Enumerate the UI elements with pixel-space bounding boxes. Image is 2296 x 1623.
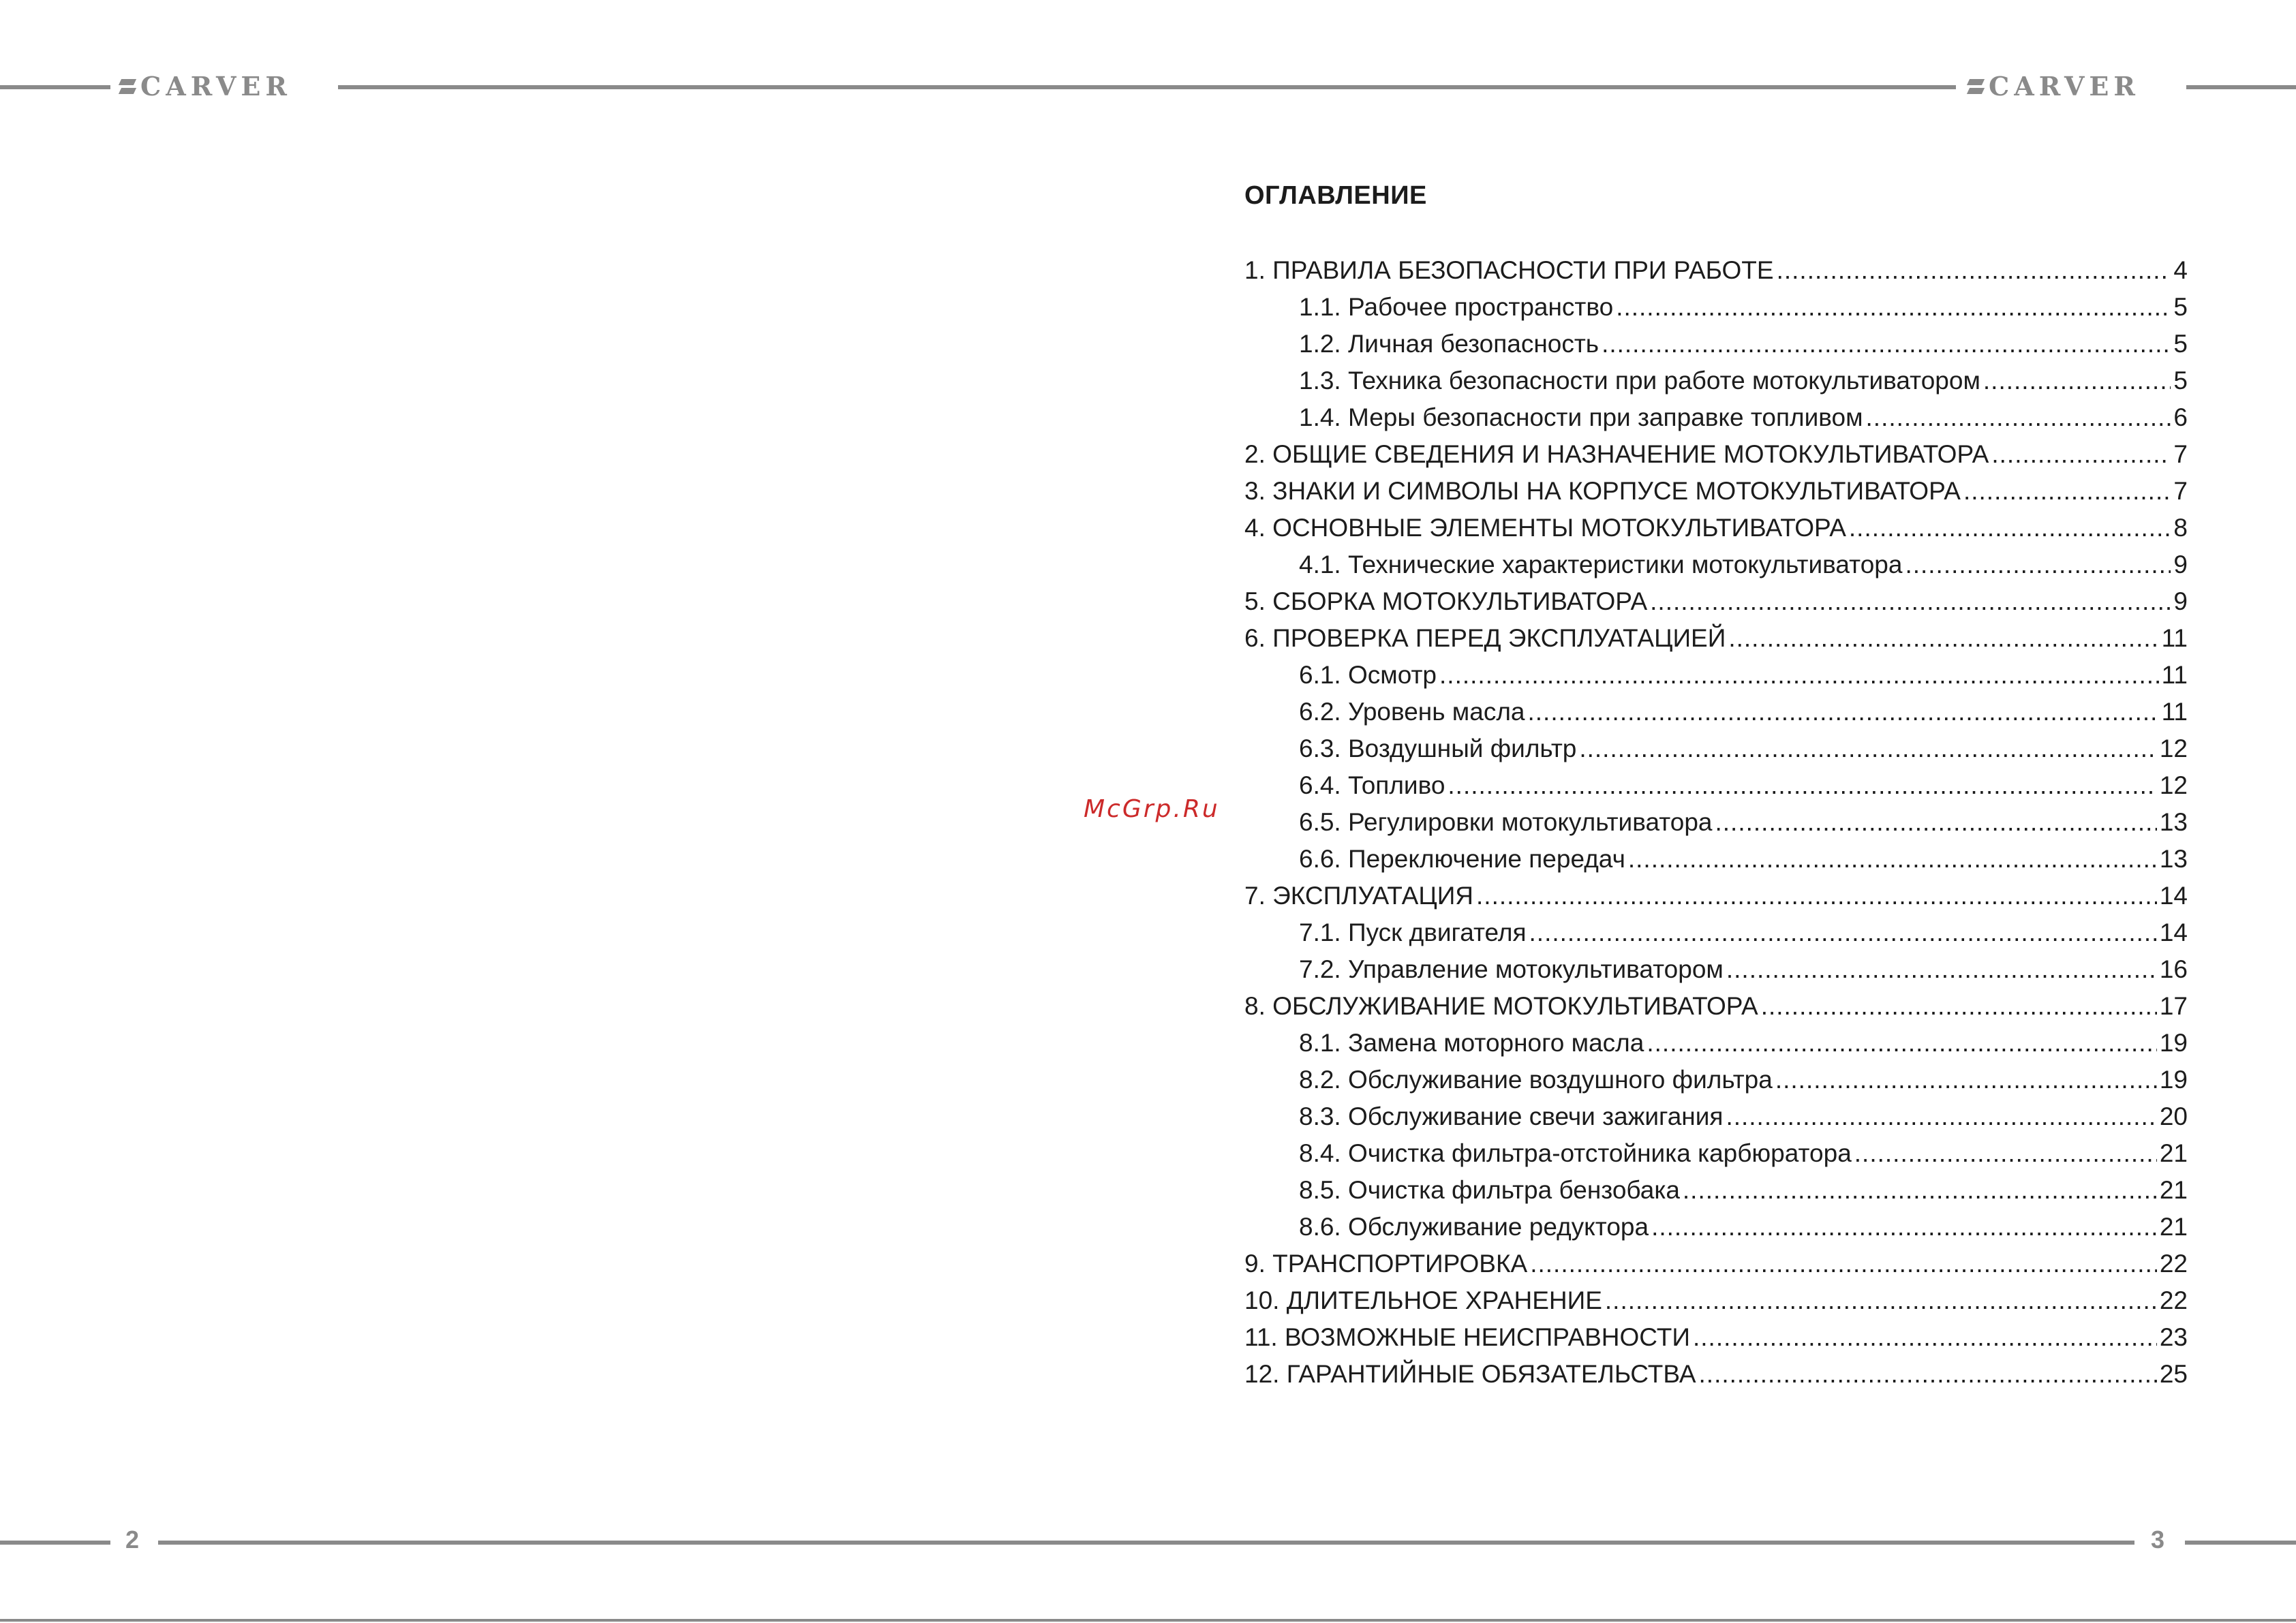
toc-entry-page: 19 xyxy=(2159,1029,2188,1057)
toc-dot-leader xyxy=(1683,1172,2157,1209)
toc-dot-leader xyxy=(1628,841,2157,878)
toc-dot-leader xyxy=(1693,1319,2157,1356)
toc-entry-label: 6.2. Уровень масла xyxy=(1299,698,1525,726)
toc-dot-leader xyxy=(1777,252,2171,289)
toc-entry-page: 21 xyxy=(2159,1176,2188,1204)
watermark: McGrp.Ru xyxy=(1084,795,1220,823)
toc-dot-leader xyxy=(1963,473,2171,510)
toc-entry-page: 7 xyxy=(2173,440,2188,468)
toc-dot-leader xyxy=(1650,583,2171,620)
toc-entry-page: 5 xyxy=(2173,367,2188,395)
toc-entry-page: 4 xyxy=(2173,256,2188,284)
toc-entry-page: 20 xyxy=(2159,1102,2188,1130)
footer-rule-center xyxy=(158,1541,2134,1545)
toc-subsection-entry xyxy=(1244,730,2188,767)
toc-entry-page: 11 xyxy=(2161,661,2188,689)
toc-subsection-entry xyxy=(1244,1135,2188,1172)
page-number-right: 3 xyxy=(2151,1526,2165,1554)
footer-rule-right xyxy=(2185,1541,2296,1545)
toc-entry-page: 9 xyxy=(2173,587,2188,615)
toc-section-entry xyxy=(1244,436,2188,473)
brand-name-right: CARVER xyxy=(1989,71,2140,102)
brand-logo-right xyxy=(1968,71,2140,102)
toc-entry-page: 14 xyxy=(2159,918,2188,946)
toc-entry-label: 8.3. Обслуживание свечи зажигания xyxy=(1299,1102,1724,1130)
brand-name-left: CARVER xyxy=(140,71,292,102)
toc-dot-leader xyxy=(1905,546,2171,583)
toc-entry-label: 8.6. Обслуживание редуктора xyxy=(1299,1213,1649,1241)
toc-section-entry xyxy=(1244,1246,2188,1282)
toc-entry-page: 11 xyxy=(2161,624,2188,652)
toc-entry-page: 12 xyxy=(2159,735,2188,762)
toc-subsection-entry xyxy=(1244,1025,2188,1062)
toc-entry-label: 5. СБОРКА МОТОКУЛЬТИВАТОРА xyxy=(1244,587,1648,615)
toc-section-entry xyxy=(1244,510,2188,546)
toc-subsection-entry xyxy=(1244,326,2188,362)
toc-entry-label: 1.3. Техника безопасности при работе мотокультиватором xyxy=(1299,367,1980,395)
toc-subsection-entry xyxy=(1244,289,2188,326)
toc-entry-label: 8.2. Обслуживание воздушного фильтра xyxy=(1299,1066,1773,1094)
toc-entry-label: 11. ВОЗМОЖНЫЕ НЕИСПРАВНОСТИ xyxy=(1244,1323,1690,1351)
toc-entry-page: 5 xyxy=(2173,293,2188,321)
toc-entry-page: 11 xyxy=(2161,698,2188,726)
toc-entry-page: 7 xyxy=(2173,477,2188,505)
toc-section-entry xyxy=(1244,878,2188,914)
page-number-left: 2 xyxy=(125,1526,140,1554)
toc-dot-leader xyxy=(1715,804,2156,841)
toc-dot-leader xyxy=(1530,1246,2157,1282)
toc-entry-label: 6.1. Осмотр xyxy=(1299,661,1437,689)
toc-dot-leader xyxy=(1726,1098,2156,1135)
toc-entry-page: 9 xyxy=(2173,551,2188,578)
toc-dot-leader xyxy=(1991,436,2171,473)
logo-mark-icon xyxy=(1968,78,1983,95)
toc-entry-label: 7. ЭКСПЛУАТАЦИЯ xyxy=(1244,882,1474,910)
header-rule-left xyxy=(0,85,110,89)
toc-dot-leader xyxy=(1866,399,2171,436)
toc-subsection-entry xyxy=(1244,841,2188,878)
page-bottom-edge xyxy=(0,1619,2296,1622)
toc-entry-label: 7.1. Пуск двигателя xyxy=(1299,918,1527,946)
toc-entry-page: 19 xyxy=(2159,1066,2188,1094)
toc-dot-leader xyxy=(1439,657,2159,694)
toc-section-entry xyxy=(1244,473,2188,510)
toc-subsection-entry xyxy=(1244,914,2188,951)
toc-entry-page: 8 xyxy=(2173,514,2188,542)
brand-logo-left xyxy=(120,71,292,102)
toc-dot-leader xyxy=(1726,951,2157,988)
toc-entry-label: 2. ОБЩИЕ СВЕДЕНИЯ И НАЗНАЧЕНИЕ МОТОКУЛЬТИВАТОРА xyxy=(1244,440,1989,468)
toc-dot-leader xyxy=(1602,326,2171,362)
toc-dot-leader xyxy=(1728,620,2158,657)
toc-subsection-entry xyxy=(1244,657,2188,694)
toc-entry-page: 25 xyxy=(2159,1360,2188,1388)
toc-entry-label: 1.2. Личная безопасность xyxy=(1299,330,1599,358)
toc-entry-label: 8. ОБСЛУЖИВАНИЕ МОТОКУЛЬТИВАТОРА xyxy=(1244,992,1758,1020)
toc-entry-page: 13 xyxy=(2159,845,2188,873)
toc-dot-leader xyxy=(1854,1135,2157,1172)
toc-dot-leader xyxy=(1761,988,2157,1025)
toc-entry-page: 12 xyxy=(2159,771,2188,799)
toc-dot-leader xyxy=(1647,1025,2156,1062)
toc-section-entry xyxy=(1244,620,2188,657)
toc-entry-label: 3. ЗНАКИ И СИМВОЛЫ НА КОРПУСЕ МОТОКУЛЬТИВАТОРА xyxy=(1244,477,1961,505)
toc-entry-label: 6.3. Воздушный фильтр xyxy=(1299,735,1577,762)
toc-subsection-entry xyxy=(1244,1062,2188,1098)
toc-section-entry xyxy=(1244,988,2188,1025)
toc-section-entry xyxy=(1244,1282,2188,1319)
toc-dot-leader xyxy=(1775,1062,2157,1098)
toc-section-entry xyxy=(1244,583,2188,620)
header-rule-center xyxy=(338,85,1956,89)
toc-title: ОГЛАВЛЕНИЕ xyxy=(1244,181,1427,210)
toc-entry-label: 10. ДЛИТЕЛЬНОЕ ХРАНЕНИЕ xyxy=(1244,1286,1602,1314)
toc-dot-leader xyxy=(1476,878,2157,914)
toc-entry-label: 1.4. Меры безопасности при заправке топливом xyxy=(1299,403,1863,431)
toc-entry-label: 8.4. Очистка фильтра-отстойника карбюратора xyxy=(1299,1139,1852,1167)
header-rule-right xyxy=(2186,85,2296,89)
toc-entry-label: 1.1. Рабочее пространство xyxy=(1299,293,1614,321)
toc-dot-leader xyxy=(1651,1209,2157,1246)
toc-entry-label: 7.2. Управление мотокультиватором xyxy=(1299,955,1724,983)
toc-dot-leader xyxy=(1849,510,2171,546)
toc-entry-label: 9. ТРАНСПОРТИРОВКА xyxy=(1244,1250,1528,1278)
toc-section-entry xyxy=(1244,252,2188,289)
toc-entry-page: 22 xyxy=(2159,1286,2188,1314)
toc-subsection-entry xyxy=(1244,951,2188,988)
toc-dot-leader xyxy=(1529,914,2157,951)
toc-entry-page: 13 xyxy=(2159,808,2188,836)
toc-entry-label: 12. ГАРАНТИЙНЫЕ ОБЯЗАТЕЛЬСТВА xyxy=(1244,1360,1696,1388)
toc-entry-page: 16 xyxy=(2159,955,2188,983)
toc-entry-page: 22 xyxy=(2159,1250,2188,1278)
toc-subsection-entry xyxy=(1244,546,2188,583)
toc-dot-leader xyxy=(1616,289,2171,326)
toc-section-entry xyxy=(1244,1319,2188,1356)
toc-entry-page: 17 xyxy=(2159,992,2188,1020)
toc-dot-leader xyxy=(1448,767,2156,804)
toc-entry-page: 5 xyxy=(2173,330,2188,358)
toc-entry-page: 21 xyxy=(2159,1139,2188,1167)
toc-entry-label: 4. ОСНОВНЫЕ ЭЛЕМЕНТЫ МОТОКУЛЬТИВАТОРА xyxy=(1244,514,1846,542)
toc-entry-page: 21 xyxy=(2159,1213,2188,1241)
toc-subsection-entry xyxy=(1244,694,2188,730)
toc-entry-label: 1. ПРАВИЛА БЕЗОПАСНОСТИ ПРИ РАБОТЕ xyxy=(1244,256,1774,284)
toc-entry-page: 23 xyxy=(2159,1323,2188,1351)
toc-section-entry xyxy=(1244,1356,2188,1393)
toc-entry-label: 8.1. Замена моторного масла xyxy=(1299,1029,1644,1057)
toc-subsection-entry xyxy=(1244,1209,2188,1246)
toc-subsection-entry xyxy=(1244,767,2188,804)
toc-entry-label: 6. ПРОВЕРКА ПЕРЕД ЭКСПЛУАТАЦИЕЙ xyxy=(1244,624,1726,652)
toc-subsection-entry xyxy=(1244,804,2188,841)
toc-entry-label: 8.5. Очистка фильтра бензобака xyxy=(1299,1176,1680,1204)
toc-dot-leader xyxy=(1605,1282,2157,1319)
toc-entry-page: 14 xyxy=(2159,882,2188,910)
toc-entry-label: 6.5. Регулировки мотокультиватора xyxy=(1299,808,1713,836)
toc-dot-leader xyxy=(1699,1356,2157,1393)
toc-entry-page: 6 xyxy=(2173,403,2188,431)
toc-subsection-entry xyxy=(1244,1172,2188,1209)
toc-dot-leader xyxy=(1579,730,2157,767)
toc-subsection-entry xyxy=(1244,362,2188,399)
toc-entry-label: 6.6. Переключение передач xyxy=(1299,845,1625,873)
toc-entry-label: 4.1. Технические характеристики мотокультиватора xyxy=(1299,551,1903,578)
toc-subsection-entry xyxy=(1244,399,2188,436)
toc-dot-leader xyxy=(1983,362,2171,399)
toc-entry-label: 6.4. Топливо xyxy=(1299,771,1445,799)
toc-dot-leader xyxy=(1527,694,2158,730)
footer-rule-left xyxy=(0,1541,110,1545)
logo-mark-icon xyxy=(120,78,135,95)
toc-list xyxy=(1244,252,2188,1393)
toc-subsection-entry xyxy=(1244,1098,2188,1135)
